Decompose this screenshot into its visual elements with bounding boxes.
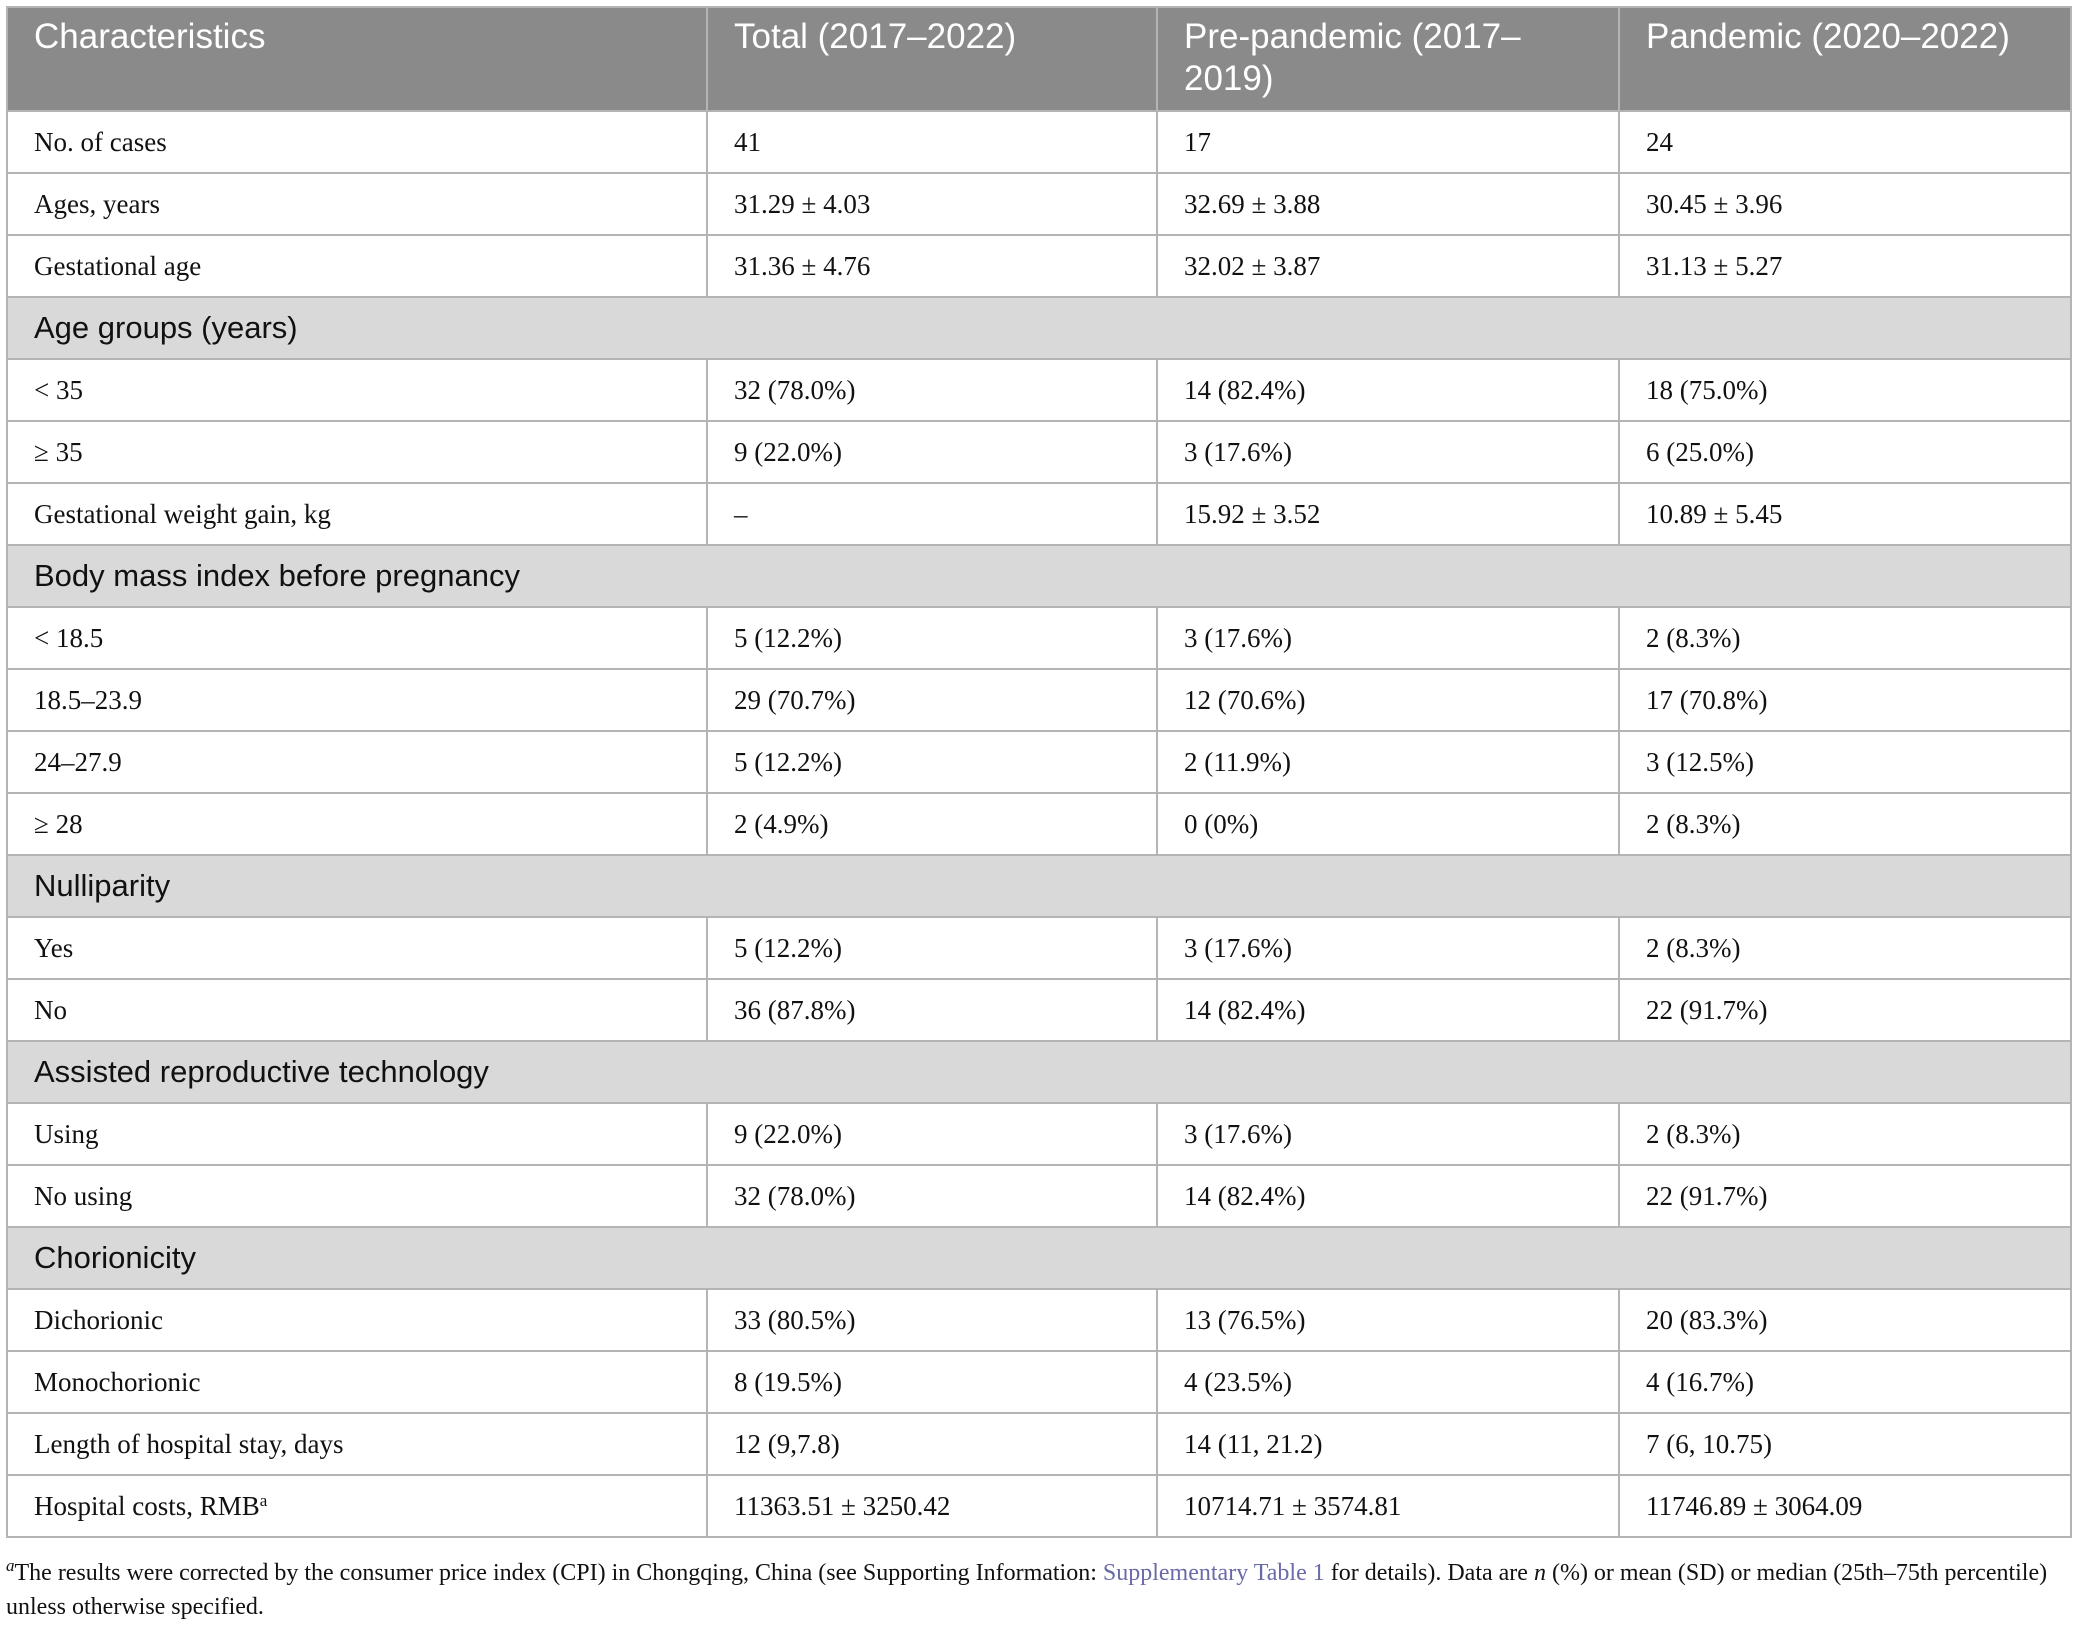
cell-value: 11746.89 ± 3064.09 [1646,1491,1863,1521]
cell-value: 17 (70.8%) [1646,685,1768,715]
cell-value: 14 (82.4%) [1184,375,1306,405]
cell-value: Gestational age [34,251,202,281]
cell-value: 2 (8.3%) [1646,933,1741,963]
cell-value: 31.36 ± 4.76 [734,251,871,281]
characteristics-table [6,6,2072,1538]
cell-value: 24–27.9 [34,747,122,777]
cell-value: 2 (8.3%) [1646,1119,1741,1149]
cell-pre-pandemic [1157,421,1619,483]
cell-value: 8 (19.5%) [734,1367,842,1397]
cell-value: 6 (25.0%) [1646,437,1754,467]
cell-value: 12 (70.6%) [1184,685,1306,715]
cell-value: Hospital costs, RMB [34,1491,260,1521]
cell-pre-pandemic [1157,1413,1619,1475]
cell-value: 14 (82.4%) [1184,995,1306,1025]
cell-value: 22 (91.7%) [1646,995,1768,1025]
cell-pre-pandemic [1157,793,1619,855]
cell-pre-pandemic [1157,669,1619,731]
cell-value: 18 (75.0%) [1646,375,1768,405]
cell-characteristic [7,669,707,731]
cell-pandemic [1619,421,2071,483]
cell-characteristic [7,793,707,855]
cell-total [707,1413,1157,1475]
cell-value: 3 (17.6%) [1184,623,1292,653]
cell-value: No using [34,1181,133,1211]
cell-characteristic [7,607,707,669]
footnote-marker: a [6,1556,15,1575]
cell-pre-pandemic [1157,1289,1619,1351]
cell-total [707,111,1157,173]
cell-value: 5 (12.2%) [734,747,842,777]
cell-characteristic [7,111,707,173]
cell-value: 10.89 ± 5.45 [1646,499,1783,529]
cell-value: 13 (76.5%) [1184,1305,1306,1335]
section-row [7,297,2071,359]
cell-value: Monochorionic [34,1367,201,1397]
cell-value: < 35 [34,375,83,405]
table-row [7,731,2071,793]
cell-pre-pandemic [1157,917,1619,979]
cell-value: 31.13 ± 5.27 [1646,251,1783,281]
cell-total [707,731,1157,793]
cell-value: 15.92 ± 3.52 [1184,499,1321,529]
table-row [7,607,2071,669]
cell-value: Gestational weight gain, kg [34,499,331,529]
cell-total [707,1289,1157,1351]
cell-value: 9 (22.0%) [734,437,842,467]
cell-value: 4 (23.5%) [1184,1367,1292,1397]
footnote-text-before: The results were corrected by the consumer price index (CPI) in Chongqing, China (see Supporting Information: [14,1560,1103,1586]
cell-value: 31.29 ± 4.03 [734,189,871,219]
footnote-italic-n: n [1533,1560,1546,1586]
cell-pandemic [1619,1475,2071,1537]
header-pandemic: Pandemic (2020–2022) [1619,7,2071,111]
cell-value: No. of cases [34,127,167,157]
cell-pre-pandemic [1157,731,1619,793]
table-row [7,1475,2071,1537]
cell-pandemic [1619,1413,2071,1475]
cell-total [707,173,1157,235]
cell-value: 17 [1184,127,1211,157]
cell-value: < 18.5 [34,623,104,653]
cell-value: 4 (16.7%) [1646,1367,1754,1397]
cell-characteristic [7,979,707,1041]
table-header-row [7,7,2071,111]
cell-pandemic [1619,607,2071,669]
cell-total [707,1351,1157,1413]
cell-total [707,669,1157,731]
cell-pre-pandemic [1157,607,1619,669]
table-row [7,793,2071,855]
cell-pandemic [1619,1165,2071,1227]
cell-value: 33 (80.5%) [734,1305,856,1335]
cell-value: No [34,995,67,1025]
cell-value: 41 [734,127,761,157]
table-row [7,483,2071,545]
section-row [7,1227,2071,1289]
section-label: Nulliparity [7,855,2071,917]
table-row [7,669,2071,731]
table-row [7,1165,2071,1227]
table-row [7,173,2071,235]
cell-total [707,607,1157,669]
cell-value: 5 (12.2%) [734,623,842,653]
cell-value: ≥ 28 [34,809,83,839]
cell-pandemic [1619,979,2071,1041]
section-row [7,855,2071,917]
table-row [7,1413,2071,1475]
section-row [7,1041,2071,1103]
cell-value: Yes [34,933,74,963]
cell-pre-pandemic [1157,1165,1619,1227]
cell-value: ≥ 35 [34,437,83,467]
cell-total [707,1103,1157,1165]
section-label: Assisted reproductive technology [7,1041,2071,1103]
cell-value: 32 (78.0%) [734,1181,856,1211]
cell-pre-pandemic [1157,1351,1619,1413]
cell-value: 36 (87.8%) [734,995,856,1025]
cell-value: 2 (11.9%) [1184,747,1291,777]
cell-value: 3 (17.6%) [1184,933,1292,963]
supplementary-table-link[interactable]: Supplementary Table 1 [1102,1560,1325,1586]
cell-characteristic [7,483,707,545]
cell-characteristic [7,1351,707,1413]
cell-pandemic [1619,793,2071,855]
cell-value: 32.69 ± 3.88 [1184,189,1321,219]
cell-total [707,235,1157,297]
header-pre-pandemic: Pre-pandemic (2017–2019) [1157,7,1619,111]
table-body [7,111,2071,1537]
cell-value: 5 (12.2%) [734,933,842,963]
cell-value: 12 (9,7.8) [734,1429,840,1459]
cell-value: 18.5–23.9 [34,685,142,715]
cell-pandemic [1619,731,2071,793]
cell-value: 22 (91.7%) [1646,1181,1768,1211]
cell-value: 7 (6, 10.75) [1646,1429,1772,1459]
cell-total [707,917,1157,979]
cell-pandemic [1619,1289,2071,1351]
cell-value: 2 (4.9%) [734,809,829,839]
cell-value: Using [34,1119,99,1149]
cell-value: Ages, years [34,189,160,219]
cell-characteristic [7,731,707,793]
cell-value: 29 (70.7%) [734,685,856,715]
footnote-reference: a [259,1491,268,1510]
cell-pandemic [1619,1103,2071,1165]
cell-pre-pandemic [1157,1103,1619,1165]
cell-value: 32 (78.0%) [734,375,856,405]
cell-pandemic [1619,669,2071,731]
cell-value: 3 (17.6%) [1184,437,1292,467]
table-row [7,917,2071,979]
cell-pandemic [1619,483,2071,545]
cell-value: 10714.71 ± 3574.81 [1184,1491,1402,1521]
cell-value: Length of hospital stay, days [34,1429,344,1459]
section-label: Age groups (years) [7,297,2071,359]
cell-value: 9 (22.0%) [734,1119,842,1149]
section-label: Body mass index before pregnancy [7,545,2071,607]
section-row [7,545,2071,607]
cell-characteristic [7,1413,707,1475]
cell-characteristic [7,235,707,297]
header-characteristics: Characteristics [7,7,707,111]
cell-pandemic [1619,111,2071,173]
cell-total [707,1475,1157,1537]
cell-pre-pandemic [1157,483,1619,545]
characteristics-table-container [6,6,2070,1538]
cell-total [707,359,1157,421]
table-row [7,1103,2071,1165]
cell-total [707,1165,1157,1227]
cell-characteristic [7,1165,707,1227]
cell-total [707,979,1157,1041]
footnote-text-mid: for details). Data are [1324,1560,1534,1586]
cell-value: 30.45 ± 3.96 [1646,189,1783,219]
cell-value: 32.02 ± 3.87 [1184,251,1321,281]
cell-characteristic [7,421,707,483]
cell-characteristic [7,1103,707,1165]
cell-pandemic [1619,359,2071,421]
cell-pandemic [1619,917,2071,979]
table-row [7,1351,2071,1413]
table-row [7,359,2071,421]
cell-value: 11363.51 ± 3250.42 [734,1491,951,1521]
table-row [7,979,2071,1041]
table-row [7,421,2071,483]
cell-total [707,793,1157,855]
cell-value: 3 (12.5%) [1646,747,1754,777]
cell-pre-pandemic [1157,173,1619,235]
table-row [7,1289,2071,1351]
cell-characteristic [7,359,707,421]
cell-value: 24 [1646,127,1673,157]
section-label: Chorionicity [7,1227,2071,1289]
cell-pandemic [1619,173,2071,235]
cell-value: Dichorionic [34,1305,163,1335]
cell-value: 2 (8.3%) [1646,623,1741,653]
footnote-text-after: (%) or mean (SD) or median (25th–75th percentile) unless otherwise specified. [6,1560,2048,1620]
cell-pre-pandemic [1157,359,1619,421]
table-row [7,235,2071,297]
cell-value: 2 (8.3%) [1646,809,1741,839]
cell-pre-pandemic [1157,111,1619,173]
cell-pre-pandemic [1157,979,1619,1041]
cell-pandemic [1619,235,2071,297]
cell-total [707,421,1157,483]
table-row [7,111,2071,173]
cell-value: 20 (83.3%) [1646,1305,1768,1335]
cell-pre-pandemic [1157,1475,1619,1537]
cell-value: 0 (0%) [1184,809,1259,839]
cell-characteristic [7,1475,707,1537]
cell-value: 14 (82.4%) [1184,1181,1306,1211]
cell-total [707,483,1157,545]
cell-pre-pandemic [1157,235,1619,297]
cell-pandemic [1619,1351,2071,1413]
cell-value: 3 (17.6%) [1184,1119,1292,1149]
cell-characteristic [7,917,707,979]
cell-characteristic [7,173,707,235]
cell-value: – [734,499,748,529]
cell-characteristic [7,1289,707,1351]
table-footnote [6,1556,2070,1624]
cell-value: 14 (11, 21.2) [1184,1429,1323,1459]
header-total: Total (2017–2022) [707,7,1157,111]
